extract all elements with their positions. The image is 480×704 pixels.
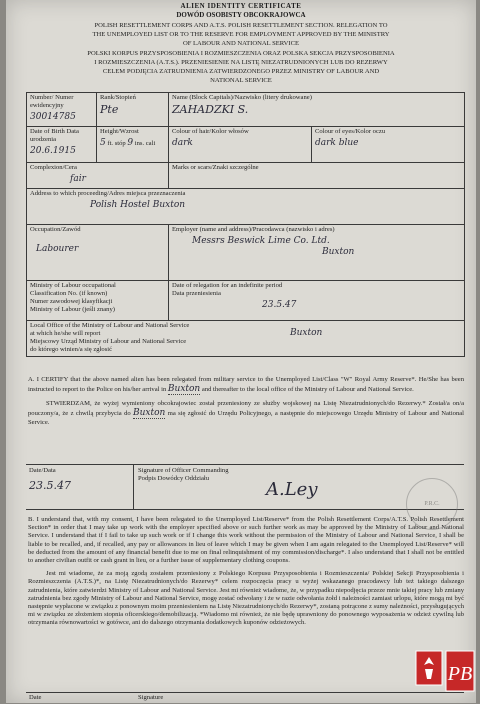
complexion-cell (27, 163, 169, 189)
section-a-signature-row (26, 464, 464, 510)
relegation-label-1: Date of relegation for an indefinite period (172, 282, 283, 289)
height-feet: 5 (100, 138, 106, 148)
complexion-value: fair (70, 174, 86, 184)
section-a-date-value: 23.5.47 (29, 479, 71, 492)
height-cell (97, 127, 169, 163)
section-b-date-label: Date (29, 694, 42, 701)
marks-label: Marks or scars/Znaki szczególne (172, 164, 259, 171)
section-b-text-pl: Jest mi wiadome, że za moją zgodą zostałem przeniesiony z Polskiego Korpusu Przysposobienia i Rozmieszczenia/ Polskiej Sekcji Przysposobienia i Rozmieszczenia (A.T.S.)*, na Listę Niezatrudnionych/do Rezerwy* celem rozpoczęcia pracy u wyżej wskazanego pracodawcy lub też takiego dalszego zatrudnienia, które zatwierdzi Ministry of Labour and National Service. Jest mi również wiadome, że, w przypadku niepodjęcia przeze mnie takiej pracy lub zmiany zatrudnienia bez zgody Ministry of Labour and National Service, mogę zostać odwołany i że w razie odwołania żołd i należności zamiast urlopu, które mogą mi być następnie wypłacone w związku z ponownym moim przeniesieniem na Listę Niezatrudnionych/do Rezerwy*, zostaną potrącone z sumy należności, przysługujących mi w związku ze złożeniem stopnia oficerskiego/demobilizacją. *Wiadomo mi również, że nie będę uprawniony do ponownego wyposażenia w odzież cywilną lub otrzymania równowartości w gotówce, ani do dalszego otrzymania dodatkowych kuponów odzieżowych. (28, 570, 464, 627)
ministry-classification-cell (27, 281, 169, 321)
height-label: Height/Wzrost (100, 128, 139, 135)
subtitle-en-2: THE UNEMPLOYED LIST OR TO THE RESERVE FOR EMPLOYMENT APPROVED BY THE MINISTRY (92, 31, 390, 38)
subtitle-pl-4: NATIONAL SERVICE (210, 77, 272, 84)
section-b-signature-row (26, 692, 464, 704)
section-a-tail-pl: ma się zgłosić do Urzędu Policyjnego, a następnie do miejscowego Urzędu Ministry of Labour and National Service. (28, 410, 464, 427)
certificate-sheet (6, 0, 476, 703)
section-a-date-cell (26, 465, 134, 509)
section-a-sig-label-1: Signature of Officer Commanding (138, 467, 229, 474)
hair-value: dark (172, 138, 193, 148)
relegation-date-cell (169, 281, 465, 321)
dob-cell (27, 127, 97, 163)
occupation-cell (27, 225, 169, 281)
section-a-text-pl: STWIERDZAM, że wyżej wymieniony obcokrajowiec został przeniesiony ze służby wojskowej na Listę Niezatrudnionych/do Rezerwy.* Został/a on/a pouczony/a, że z chwilą przybycia do (28, 400, 464, 418)
number-label: Number/ Numer ewidencyjny (30, 94, 74, 109)
occupation-label: Occupation/Zawód (30, 226, 81, 233)
section-b-sig-label: Signature (138, 694, 164, 701)
relegation-label-2: Data przeniesienia (172, 290, 221, 297)
employer-label: Employer (name and address)/Pracodawca (nazwisko i adres) (172, 226, 335, 233)
section-a-tail-en: and thereafter to the local office of the Ministry of Labour and National Service. (201, 386, 414, 394)
height-feet-unit: ft. stóp (107, 140, 126, 147)
section-a-place-pl: Buxton (133, 408, 166, 419)
logo-text: PB (447, 663, 473, 685)
height-inches: 9 (127, 138, 134, 148)
section-a-sig-cell (138, 467, 229, 483)
ministry-label-1: Ministry of Labour occupational (30, 282, 116, 289)
officer-signature: A.Ley (266, 479, 318, 500)
address-label: Address to which proceeding/Adres miejsca przeznaczenia (30, 190, 186, 197)
employer-cell (169, 225, 465, 281)
eyes-cell (312, 127, 465, 163)
hair-label: Colour of hair/Kolor włosów (172, 128, 249, 135)
section-a (28, 376, 464, 428)
name-label: Name (Block Capitals)/Nazwisko (litery drukowane) (172, 94, 312, 101)
relegation-date-value: 23.5.47 (262, 300, 297, 310)
subtitle-pl-2: I ROZMIESZCZENIA (A.T.S.). PRZENIESIENIE NA LISTĘ NIEZATRUDNIONYCH LUB DO REZERWY (94, 59, 388, 66)
number-cell (27, 93, 97, 127)
office-label-1: Local Office of the Ministry of Labour and National Service (30, 322, 190, 329)
complexion-label: Complexion/Cera (30, 164, 77, 171)
address-value: Polish Hostel Buxton (90, 200, 186, 210)
eyes-value: dark blue (315, 138, 359, 148)
employer-value: Messrs Beswick Lime Co. Ltd. (192, 236, 330, 246)
ministry-label-3: Numer zawodowej klasyfikacji (30, 298, 113, 305)
rank-value: Pte (100, 103, 119, 116)
employer-value-2: Buxton (322, 247, 355, 257)
office-label-4: do którego winien/a się zgłosić (30, 346, 113, 353)
dob-label: Date of Birth Data urodzenia (30, 128, 79, 143)
section-b-text-en: B. I understand that, with my consent, I have been relegated to the Unemployed List/Reserve* from the Polish Resettlement Corps/A.T.S. Polish Resettlement Section* in order that I may take up work with the employer specified above or such further work as may be approved by the Ministry of Labour and National Service. I understand that if I fail to take up such work or if I change this work without the permission of the Ministry of Labour and National Service, I shall be liable to be recalled, and, if recalled, any pay or allowances in lieu of leave which I may be given when I am again relegated to the Unemployed List/Reserve* will be deducted from the amount of any financial benefit due to me on final relinquishment of my commission/discharge*. I also understand that I shall not be entitled to another civilian outfit or cash grant in lieu, or a further issue of supplementary clothing coupons. (28, 516, 464, 565)
marks-cell (169, 163, 465, 189)
name-cell (169, 93, 465, 127)
section-a-date-label: Date/Data (29, 467, 56, 474)
title-pl: DOWÓD OSOBISTY OBCOKRAJOWCA (176, 11, 306, 19)
office-value: Buxton (290, 328, 323, 338)
hair-cell (169, 127, 312, 163)
section-b (28, 516, 464, 628)
office-label-3: Miejscowy Urząd Ministry of Labour and National Service (30, 338, 187, 345)
height-inches-unit: ins. cali (134, 140, 156, 147)
subtitle-pl-1: POLSKI KORPUS PRZYSPOSOBIENIA I ROZMIESZCZENIA ORAZ POLSKA SEKCJA PRZYSPOSOBIENIA (87, 50, 395, 57)
office-label-2: at which he/she will report (30, 330, 101, 337)
number-value: 30014785 (30, 112, 76, 122)
ministry-label-2: Classification No. (if known) (30, 290, 108, 297)
watermark-logo (414, 647, 476, 697)
address-cell (27, 189, 465, 225)
subtitle-en-3: OF LABOUR AND NATIONAL SERVICE (182, 40, 300, 47)
section-a-sig-label-2: Podpis Dowódcy Oddziału (138, 475, 210, 482)
section-a-place-en: Buxton (167, 384, 201, 395)
official-stamp (406, 478, 458, 530)
subtitle-pl-3: CELEM PODJĘCIA ZATRUDNIENIA ZATWIERDZONEGO PRZEZ MINISTRY OF LABOUR AND (102, 68, 380, 75)
certificate-header (6, 0, 476, 85)
section-a-text-en: A. I CERTIFY that the above named alien has been relegated from military service to the Unemployed List/Class "W" Royal Army Reserve*. He/She has been instructed to report to the Police on his/her arrival in (28, 376, 464, 394)
occupation-value: Labourer (36, 244, 79, 254)
stamp-text: P.R.C. (424, 501, 440, 507)
rank-label: Rank/Stopień (100, 94, 136, 101)
name-value: ZAHADZKI S. (172, 103, 249, 116)
local-office-cell (27, 321, 465, 357)
subtitle-en-1: POLISH RESETTLEMENT CORPS AND A.T.S. POLISH RESETTLEMENT SECTION. RELEGATION TO (94, 22, 388, 29)
title-en: ALIEN IDENTITY CERTIFICATE (180, 2, 302, 10)
rank-cell (97, 93, 169, 127)
eyes-label: Colour of eyes/Kolor oczu (315, 128, 386, 135)
identity-grid (26, 92, 465, 357)
dob-value: 20.6.1915 (30, 146, 76, 156)
ministry-label-4: Ministry of Labour (jeśli znany) (30, 306, 115, 313)
